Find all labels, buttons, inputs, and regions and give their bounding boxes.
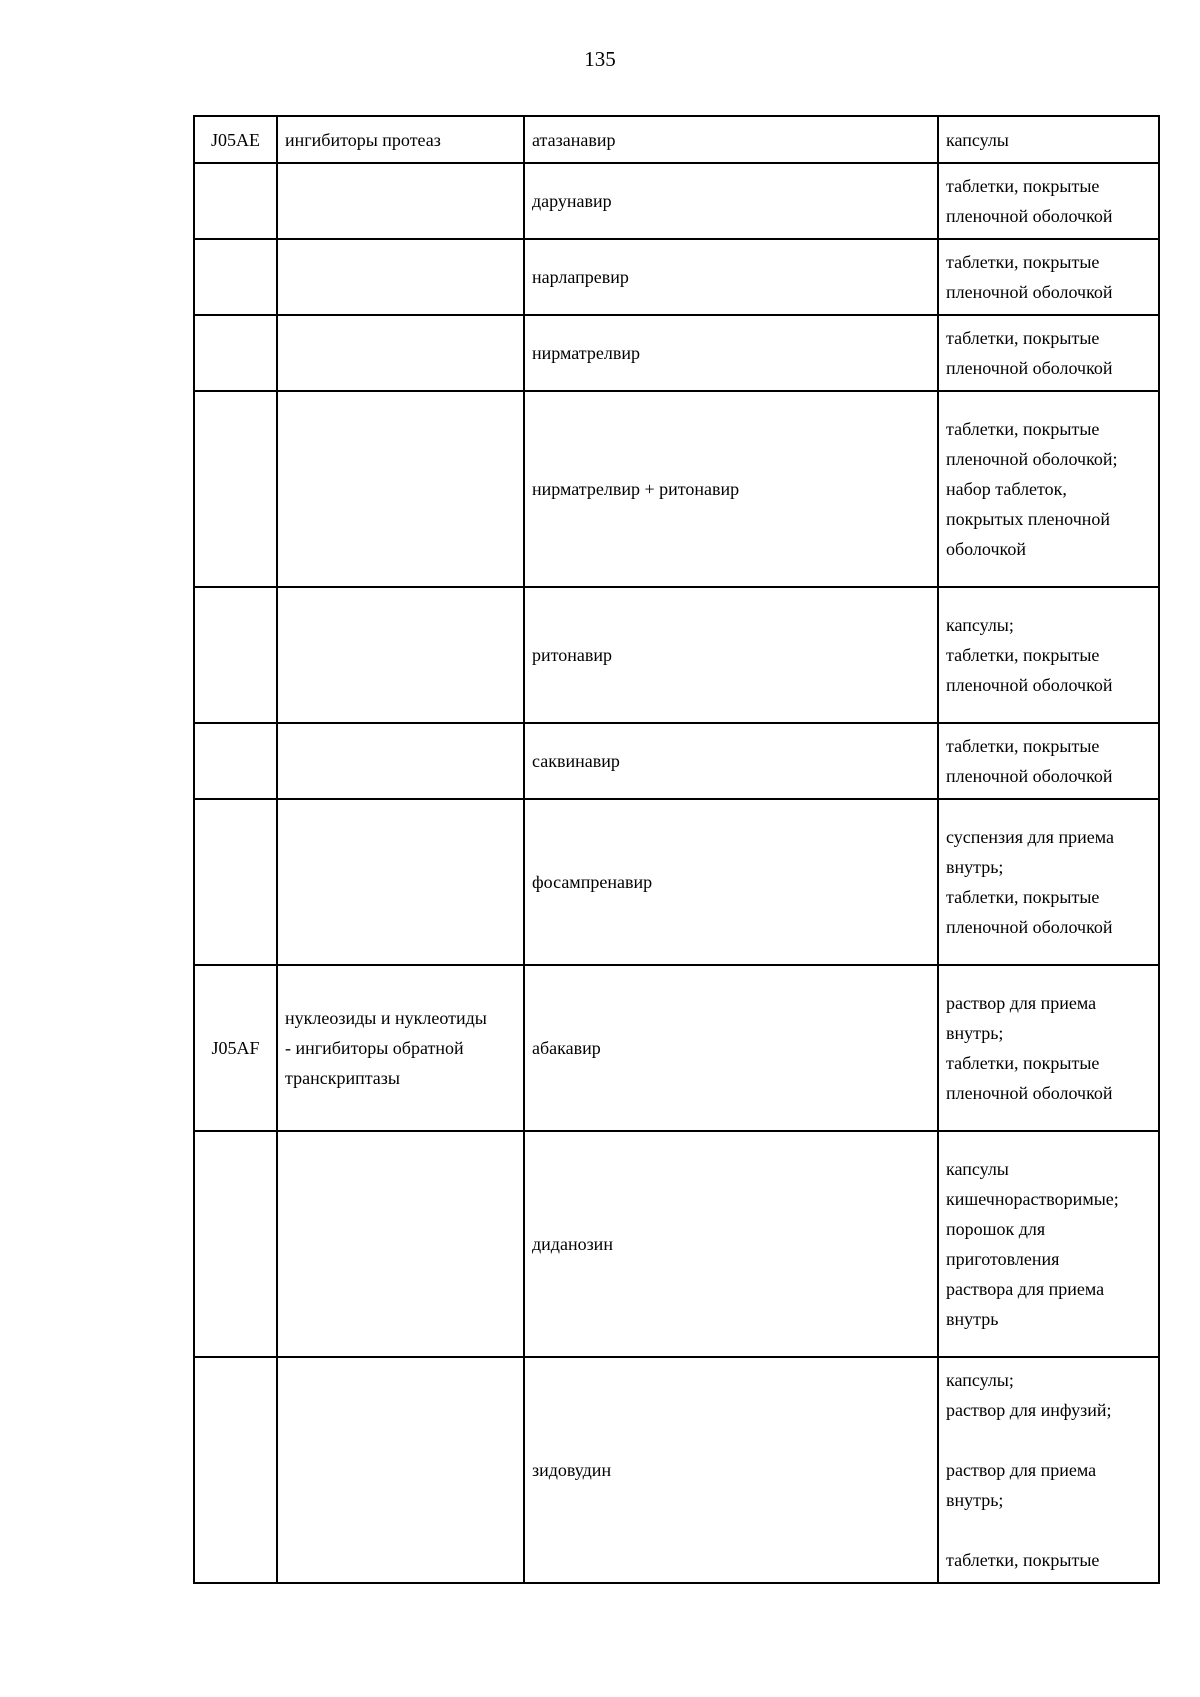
drug-cell: саквинавир <box>524 723 938 799</box>
atc-code-cell <box>194 587 277 723</box>
dosage-form-cell: капсулы; раствор для инфузий; раствор для приема внутрь; таблетки, покрытые <box>938 1357 1159 1583</box>
atc-code-cell <box>194 723 277 799</box>
dosage-form-cell: таблетки, покрытые пленочной оболочкой <box>938 163 1159 239</box>
group-cell <box>277 391 524 587</box>
atc-code-cell <box>194 239 277 315</box>
drug-cell: нарлапревир <box>524 239 938 315</box>
drug-cell: нирматрелвир + ритонавир <box>524 391 938 587</box>
group-cell <box>277 587 524 723</box>
drug-cell: атазанавир <box>524 116 938 163</box>
table-row <box>194 799 1159 965</box>
group-cell <box>277 723 524 799</box>
drug-cell: фосампренавир <box>524 799 938 965</box>
page-number: 135 <box>584 47 616 71</box>
dosage-form-cell: таблетки, покрытые пленочной оболочкой; набор таблеток, покрытых пленочной оболочкой <box>938 391 1159 587</box>
drug-cell: диданозин <box>524 1131 938 1357</box>
dosage-form-cell: капсулы; таблетки, покрытые пленочной оболочкой <box>938 587 1159 723</box>
dosage-form-cell: суспензия для приема внутрь; таблетки, покрытые пленочной оболочкой <box>938 799 1159 965</box>
table-row <box>194 723 1159 799</box>
group-cell <box>277 1357 524 1583</box>
drug-table <box>193 115 1160 1584</box>
drug-cell: ритонавир <box>524 587 938 723</box>
group-cell <box>277 163 524 239</box>
table-row <box>194 1357 1159 1583</box>
atc-code-cell <box>194 1357 277 1583</box>
group-cell <box>277 239 524 315</box>
atc-code-cell <box>194 1131 277 1357</box>
atc-code-cell: J05AE <box>194 116 277 163</box>
dosage-form-cell: капсулы <box>938 116 1159 163</box>
dosage-form-cell: таблетки, покрытые пленочной оболочкой <box>938 315 1159 391</box>
drug-cell: абакавир <box>524 965 938 1131</box>
table-row <box>194 315 1159 391</box>
table-row <box>194 163 1159 239</box>
table-row <box>194 1131 1159 1357</box>
table-row <box>194 587 1159 723</box>
atc-code-cell <box>194 391 277 587</box>
group-cell <box>277 1131 524 1357</box>
drug-cell: нирматрелвир <box>524 315 938 391</box>
table-row <box>194 116 1159 163</box>
dosage-form-cell: таблетки, покрытые пленочной оболочкой <box>938 723 1159 799</box>
atc-code-cell <box>194 799 277 965</box>
table-row <box>194 965 1159 1131</box>
atc-code-cell <box>194 315 277 391</box>
group-cell <box>277 799 524 965</box>
group-cell: нуклеозиды и нуклеотиды - ингибиторы обратной транскриптазы <box>277 965 524 1131</box>
atc-code-cell <box>194 163 277 239</box>
group-cell: ингибиторы протеаз <box>277 116 524 163</box>
group-cell <box>277 315 524 391</box>
table-row <box>194 239 1159 315</box>
drug-cell: зидовудин <box>524 1357 938 1583</box>
table-row <box>194 391 1159 587</box>
dosage-form-cell: таблетки, покрытые пленочной оболочкой <box>938 239 1159 315</box>
drug-cell: дарунавир <box>524 163 938 239</box>
atc-code-cell: J05AF <box>194 965 277 1131</box>
dosage-form-cell: капсулы кишечнорастворимые; порошок для приготовления раствора для приема внутрь <box>938 1131 1159 1357</box>
dosage-form-cell: раствор для приема внутрь; таблетки, покрытые пленочной оболочкой <box>938 965 1159 1131</box>
